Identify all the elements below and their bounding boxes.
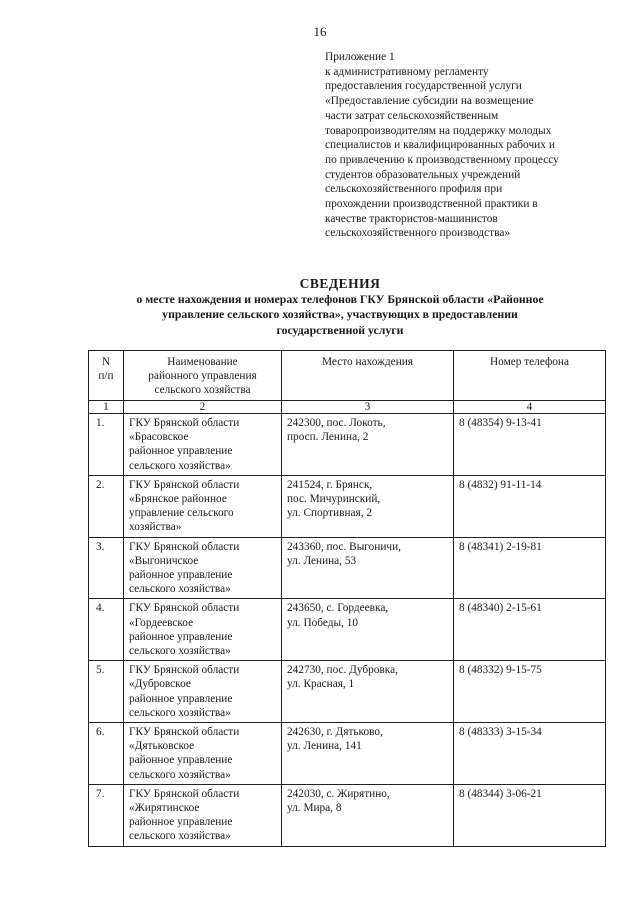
office-address: 242730, пос. Дубровка, ул. Красная, 1: [282, 661, 454, 723]
table-row: [89, 414, 606, 476]
row-number: 4.: [89, 599, 124, 661]
office-phone: 8 (48333) 3-15-34: [454, 723, 606, 785]
header-phone: Номер телефона: [454, 351, 606, 401]
column-index: 1: [89, 401, 124, 414]
document-heading: [90, 276, 590, 338]
office-phone: 8 (48344) 3-06-21: [454, 784, 606, 846]
table-row: [89, 661, 606, 723]
column-index-row: [89, 401, 606, 414]
table-header-row: [89, 351, 606, 401]
row-number: 5.: [89, 661, 124, 723]
header-name: Наименование районного управления сельского хозяйства: [124, 351, 282, 401]
header-location: Место нахождения: [282, 351, 454, 401]
table-row: [89, 475, 606, 537]
office-phone: 8 (48332) 9-15-75: [454, 661, 606, 723]
page-number: 16: [313, 24, 327, 39]
heading-title: СВЕДЕНИЯ: [299, 276, 381, 291]
office-name: ГКУ Брянской области «Дятьковское районное управление сельского хозяйства»: [124, 723, 282, 785]
office-address: 243650, с. Гордеевка, ул. Победы, 10: [282, 599, 454, 661]
office-phone: 8 (48340) 2-15-61: [454, 599, 606, 661]
office-address: 242300, пос. Локоть, просп. Ленина, 2: [282, 414, 454, 476]
header-num: N п/п: [89, 351, 124, 401]
office-address: 242030, с. Жирятино, ул. Мира, 8: [282, 784, 454, 846]
table-row: [89, 723, 606, 785]
offices-table: [88, 350, 606, 847]
table-row: [89, 784, 606, 846]
appendix-note: Приложение 1 к административному регламенту предоставления государственной услуги «Предоставление субсидии на возмещение части затрат сельскохозяйственным товаропроизводителям на поддержку молодых специалистов и квалифицированных рабочих и по привлечению к производственному процессу студентов образовательных учреждений сельскохозяйственного профиля при прохождении производственной практики в качестве трактористов-машинистов сельскохозяйственного производства»: [325, 51, 559, 240]
office-address: 243360, пос. Выгоничи, ул. Ленина, 53: [282, 537, 454, 599]
row-number: 2.: [89, 475, 124, 537]
office-name: ГКУ Брянской области «Жирятинское районное управление сельского хозяйства»: [124, 784, 282, 846]
row-number: 3.: [89, 537, 124, 599]
office-phone: 8 (4832) 91-11-14: [454, 475, 606, 537]
office-address: 242630, г. Дятьково, ул. Ленина, 141: [282, 723, 454, 785]
office-name: ГКУ Брянской области «Выгоничское районное управление сельского хозяйства»: [124, 537, 282, 599]
column-index: 2: [124, 401, 282, 414]
office-name: ГКУ Брянской области «Дубровское районное управление сельского хозяйства»: [124, 661, 282, 723]
office-address: 241524, г. Брянск, пос. Мичуринский, ул. Спортивная, 2: [282, 475, 454, 537]
office-name: ГКУ Брянской области «Брасовское районное управление сельского хозяйства»: [124, 414, 282, 476]
heading-subtitle: о месте нахождения и номерах телефонов ГКУ Брянской области «Районное управление сельского хозяйства», участвующих в предоставлении государственной услуги: [136, 291, 544, 337]
column-index: 4: [454, 401, 606, 414]
office-phone: 8 (48341) 2-19-81: [454, 537, 606, 599]
row-number: 1.: [89, 414, 124, 476]
table-row: [89, 537, 606, 599]
table-row: [89, 599, 606, 661]
office-name: ГКУ Брянской области «Брянское районное управление сельского хозяйства»: [124, 475, 282, 537]
row-number: 6.: [89, 723, 124, 785]
office-phone: 8 (48354) 9-13-41: [454, 414, 606, 476]
office-name: ГКУ Брянской области «Гордеевское районное управление сельского хозяйства»: [124, 599, 282, 661]
column-index: 3: [282, 401, 454, 414]
row-number: 7.: [89, 784, 124, 846]
